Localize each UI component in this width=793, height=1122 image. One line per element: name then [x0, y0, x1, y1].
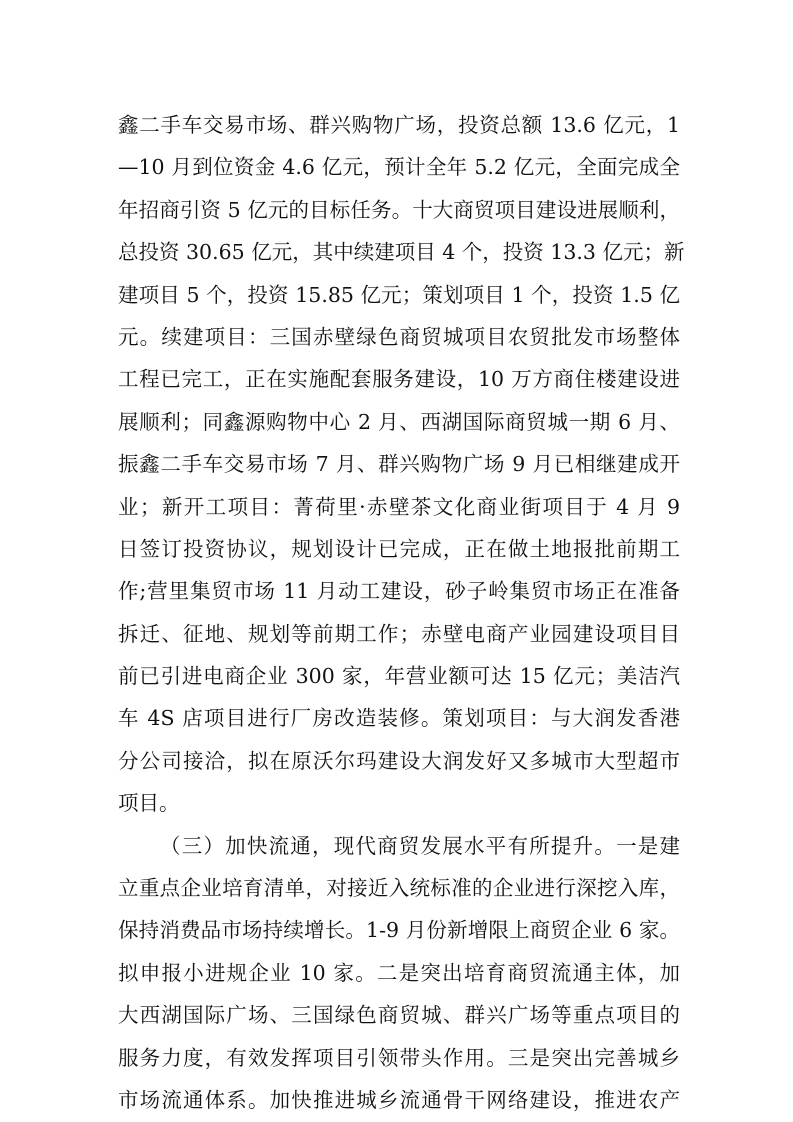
- text-line: 工程已完工，正在实施配套服务建设，10 万方商住楼建设进: [118, 367, 680, 392]
- text-line: 车 4S 店项目进行厂房改造装修。策划项目：与大润发香港: [118, 706, 680, 731]
- text-line: 服务力度，有效发挥项目引领带头作用。三是突出完善城乡: [118, 1045, 680, 1070]
- text-line: 业；新开工项目：菁荷里·赤壁茶文化商业街项目于 4 月 9: [118, 494, 680, 519]
- text-line: 大西湖国际广场、三国绿色商贸城、群兴广场等重点项目的: [118, 1003, 680, 1028]
- text-line: 前已引进电商企业 300 家，年营业额可达 15 亿元；美洁汽: [118, 664, 680, 689]
- text-line: 年招商引资 5 亿元的目标任务。十大商贸项目建设进展顺利，: [118, 197, 680, 222]
- text-line: 总投资 30.65 亿元，其中续建项目 4 个，投资 13.3 亿元；新: [118, 240, 685, 265]
- text-line: 拆迁、征地、规划等前期工作；赤壁电商产业园建设项目目: [118, 621, 680, 646]
- text-line: 振鑫二手车交易市场 7 月、群兴购物广场 9 月已相继建成开: [118, 452, 680, 477]
- text-line: 日签订投资协议，规划设计已完成，正在做土地报批前期工: [118, 536, 680, 561]
- text-line: 项目。: [118, 791, 180, 816]
- paragraph: [118, 104, 685, 825]
- text-line: 建项目 5 个，投资 15.85 亿元；策划项目 1 个，投资 1.5 亿: [118, 282, 680, 307]
- text-line: 展顺利；同鑫源购物中心 2 月、西湖国际商贸城一期 6 月、: [118, 409, 680, 434]
- text-line: 保持消费品市场持续增长。1-9 月份新增限上商贸企业 6 家。: [118, 918, 680, 943]
- paragraph: [118, 825, 680, 1122]
- text-line: 元。续建项目：三国赤壁绿色商贸城项目农贸批发市场整体: [118, 324, 680, 349]
- text-line: （三）加快流通，现代商贸发展水平有所提升。一是建: [160, 833, 680, 858]
- text-line: 市场流通体系。加快推进城乡流通骨干网络建设，推进农产: [118, 1087, 680, 1112]
- document-page: [118, 104, 685, 1121]
- text-line: 立重点企业培育清单，对接近入统标准的企业进行深挖入库，: [118, 876, 680, 901]
- text-line: 作;营里集贸市场 11 月动工建设，砂子岭集贸市场正在准备: [118, 579, 680, 604]
- text-line: —10 月到位资金 4.6 亿元，预计全年 5.2 亿元，全面完成全: [118, 155, 680, 180]
- text-line: 分公司接洽，拟在原沃尔玛建设大润发好又多城市大型超市: [118, 748, 680, 773]
- text-line: 拟申报小进规企业 10 家。二是突出培育商贸流通主体，加: [118, 960, 680, 985]
- text-line: 鑫二手车交易市场、群兴购物广场，投资总额 13.6 亿元，1: [118, 113, 680, 137]
